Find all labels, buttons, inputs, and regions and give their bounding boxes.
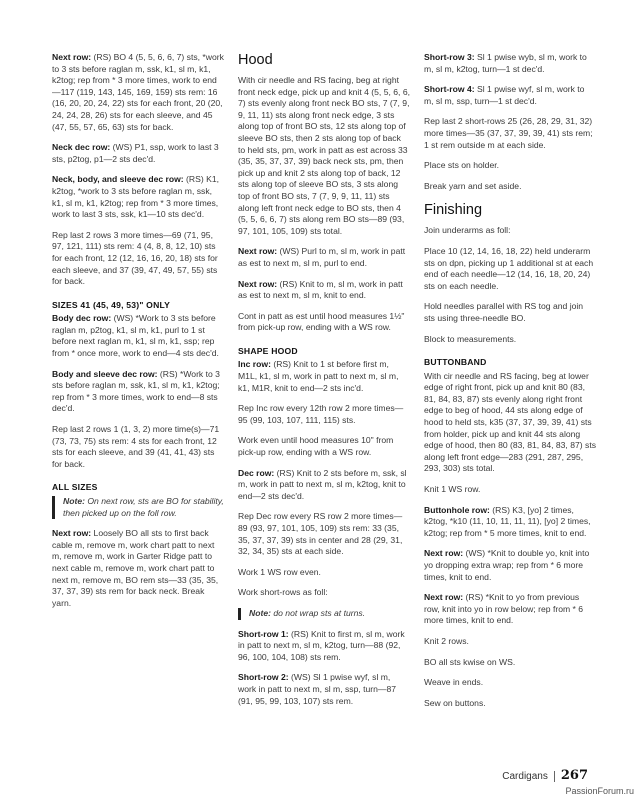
paragraph: Next row: Loosely BO all sts to first back cable m, remove m, work chart patt to next m, remove m, work in Garter Ridge patt to next cable m, remove m, work chart patt to next m, remove m, BO rem sts—33 (35, 35, 37, 37, 39) sts rem for back neck. Break yarn. (52, 528, 219, 608)
paragraph: Work short-rows as foll: (238, 587, 328, 598)
paragraph: Weave in ends. (424, 677, 484, 688)
paragraph: Body dec row: (WS) *Work to 3 sts before raglan m, p2tog, k1, sl m, k1, purl to 1 st before next raglan m, k1, sl m, k1, ssp; rep from * once more, work to end—4 sts dec'd. (52, 313, 219, 359)
paragraph: Knit 1 WS row. (424, 484, 481, 495)
section-title-hood: Hood (238, 52, 273, 68)
paragraph: Work 1 WS row even. (238, 566, 321, 577)
paragraph: Buttonhole row: (RS) K3, [yo] 2 times, k2tog, *k10 (11, 10, 11, 11, 11), [yo] 2 times, k2tog; rep from * 5 more times, knit to end. (424, 504, 591, 538)
column-middle (238, 52, 410, 716)
column-left (52, 52, 224, 618)
subheading-buttonband: BUTTONBAND (424, 357, 487, 368)
divider (554, 771, 555, 782)
paragraph: Cont in patt as est until hood measures 1½" from pick-up row, ending with a WS row. (238, 310, 405, 333)
paragraph: Dec row: (RS) Knit to 2 sts before m, ssk, sl m, work in patt to next m, sl m, k2tog, knit to end—2 sts dec'd. (238, 467, 407, 501)
paragraph: Short-row 4: Sl 1 pwise wyf, sl m, work to m, sl m, ssp, turn—1 st dec'd. (424, 84, 585, 106)
page-footer (502, 768, 588, 783)
watermark: PassionForum.ru (565, 786, 634, 796)
paragraph: Short-row 3: Sl 1 pwise wyb, sl m, work to m, sl m, k2tog, turn—1 st dec'd. (424, 52, 587, 74)
subheading-shape-hood: SHAPE HOOD (238, 345, 298, 356)
paragraph: With cir needle and RS facing, beg at right front neck edge, pick up and knit 4 (5, 5, 6, 6, 7) sts evenly along front neck BO sts, 7 (7, 9, 9, 11, 11) sts along front neck edge, 3 sts along top of front BO sts, 12 sts along top of sleeve BO sts, then 2 sts along top of back to held sts, pm, work in patt as est across 33 (35, 35, 37, 37, 39) back neck sts, pm, then pick up and knit 2 sts along top of back, 12 sts along top of sleeve BO sts, 3 sts along top of front BO sts, 7 (7, 9, 9, 11, 11) sts along left front neck edge to BO sts, then 4 (5, 5, 6, 6, 7) sts along rem BO sts—89 (93, 97, 101, 105, 109) sts total. (238, 75, 410, 236)
paragraph: BO all sts kwise on WS. (424, 656, 516, 667)
note-box: Note: On next row, sts are BO for stability, then picked up on the foll row. (52, 496, 224, 519)
paragraph: Short-row 2: (WS) Sl 1 pwise wyf, sl m, work in patt to next m, sl m, ssp, turn—87 (91, 95, 99, 103, 107) sts rem. (238, 672, 397, 706)
section-title-finishing: Finishing (424, 202, 483, 219)
paragraph: Neck, body, and sleeve dec row: (RS) K1, k2tog, *work to 3 sts before raglan m, ssk, k1, sl m, k1, k2tog; rep from * 3 more times, work to last 3 sts, ssk, k1—10 sts dec'd. (52, 174, 220, 220)
paragraph: Next row: (WS) *Knit to double yo, knit into yo dropping extra wrap; rep from * 6 more times, knit to end. (424, 548, 590, 582)
note-box: Note: do not wrap sts at turns. (238, 608, 410, 620)
paragraph: Rep Dec row every RS row 2 more times—89 (93, 97, 101, 105, 109) sts rem: 33 (35, 35, 37, 37, 39) sts in center and 28 (29, 31, 32, 34, 35) sts at each side. (238, 511, 403, 557)
paragraph: Place sts on holder. (424, 160, 500, 171)
paragraph: Next row: (RS) Knit to m, sl m, work in patt as est to next m, sl m, knit to end. (238, 278, 403, 301)
paragraph: Neck dec row: (WS) P1, ssp, work to last 3 sts, p2tog, p1—2 sts dec'd. (52, 142, 219, 164)
paragraph: Inc row: (RS) Knit to 1 st before first m, M1L, k1, sl m, work in patt to next m, sl m, k1, M1R, knit to end—2 sts inc'd. (238, 359, 399, 393)
paragraph: Rep last 2 rows 3 more times—69 (71, 95, 97, 121, 111) sts rem: 4 (4, 8, 8, 12, 10) sts for each front, 12 (12, 16, 16, 20, 18) sts for each sleeve, and 37 (39, 47, 49, 57, 55) sts for back. (52, 229, 218, 287)
subheading-all-sizes: ALL SIZES (52, 482, 98, 493)
paragraph: Work even until hood measures 10" from pick-up row, ending with a WS row. (238, 435, 394, 458)
paragraph: Next row: (RS) BO 4 (5, 5, 6, 6, 7) sts, *work to 3 sts before raglan m, ssk, k1, sl m, k1, k2tog; rep from * 3 more times, work to end—117 (119, 143, 145, 169, 159) sts rem: 16 (16, 20, 20, 24, 22) sts for each front, 20 (20, 24, 24, 28, 26) sts for each sleeve, and 45 (47, 55, 57, 65, 63) sts for back. (52, 52, 224, 132)
section-name: Cardigans (502, 771, 548, 782)
subheading-sizes: SIZES 41 (45, 49, 53)" ONLY (52, 299, 171, 310)
paragraph: With cir needle and RS facing, beg at lower edge of right front, pick up and knit 80 (83, 81, 84, 83, 87) sts evenly along right front edge to beg of hood, 44 sts along edge of hood to held sts, k35 (37, 37, 39, 39, 41) sts from holder, pick up and knit 44 sts along edge of hood, then 80 (83, 81, 84, 83, 87) sts along left front edge—283 (291, 287, 295, 293, 303) sts total. (424, 370, 597, 474)
paragraph: Sew on buttons. (424, 697, 486, 708)
paragraph: Break yarn and set aside. (424, 180, 522, 191)
paragraph: Body and sleeve dec row: (RS) *Work to 3 sts before raglan m, ssk, k1, sl m, k1, k2tog; rep from * 3 more times, work to end—8 sts dec'd. (52, 368, 220, 414)
paragraph: Short-row 1: (RS) Knit to first m, sl m, work in patt to next m, sl m, k2tog, turn—88 (92, 96, 100, 104, 108) sts rem. (238, 628, 405, 662)
paragraph: Next row: (RS) *Knit to yo from previous row, knit into yo in row below; rep from * 6 more times, knit to end. (424, 592, 584, 626)
column-right (424, 52, 596, 718)
paragraph: Rep last 2 short-rows 25 (26, 28, 29, 31, 32) more times—35 (37, 37, 39, 39, 41) sts rem; 1 st rem outside m at each side. (424, 116, 593, 150)
paragraph: Next row: (WS) Purl to m, sl m, work in patt as est to next m, sl m, purl to end. (238, 246, 406, 268)
paragraph: Join underarms as foll: (424, 225, 511, 236)
paragraph: Knit 2 rows. (424, 635, 469, 646)
paragraph: Rep last 2 rows 1 (1, 3, 2) more time(s)—71 (73, 73, 75) sts rem: 4 sts for each front, 12 sts for each sleeve, and 39 (41, 41, 43) sts for back. (52, 424, 220, 469)
paragraph: Block to measurements. (424, 333, 517, 344)
paragraph: Hold needles parallel with RS tog and join sts using three-needle BO. (424, 301, 584, 323)
paragraph: Place 10 (12, 14, 16, 18, 22) held underarm sts on dpn, picking up 1 additional st at each end of each needle—12 (14, 16, 18, 20, 24) sts on each needle. (424, 245, 594, 291)
page-number: 267 (560, 768, 588, 783)
paragraph: Rep Inc row every 12th row 2 more times—95 (99, 103, 107, 111, 115) sts. (238, 403, 404, 425)
